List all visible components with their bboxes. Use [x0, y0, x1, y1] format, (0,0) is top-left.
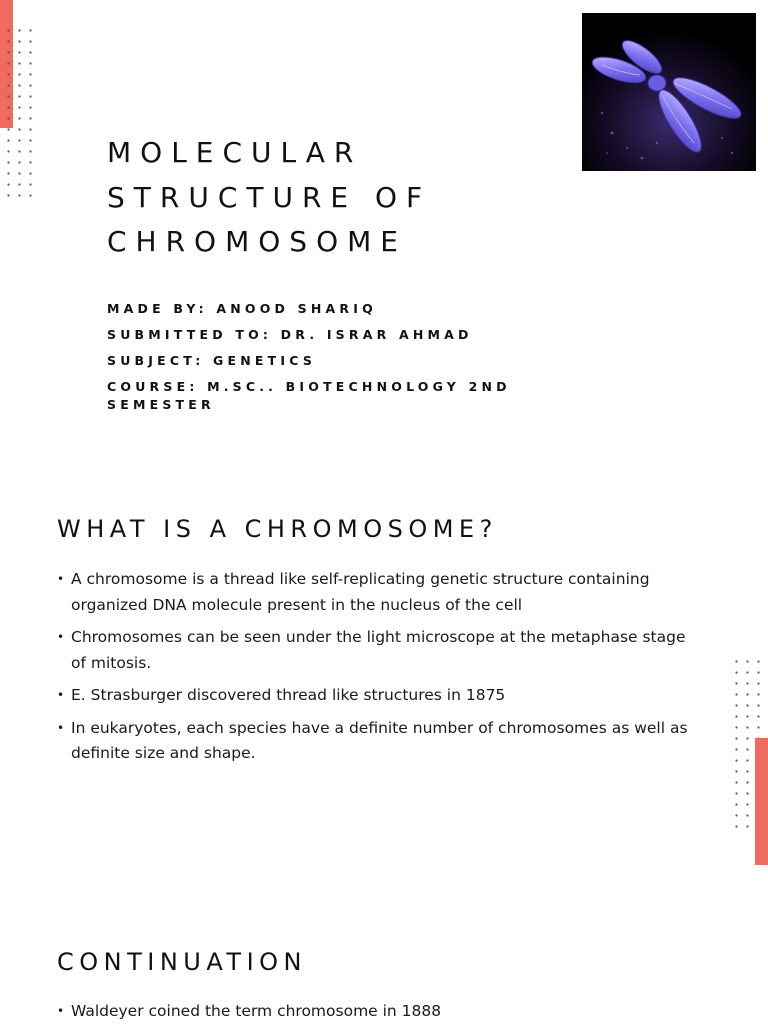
bullet-list-continuation [57, 999, 697, 1032]
list-item-text: Chromosomes can be seen under the light microscope at the metaphase stage of mitosis. [71, 628, 686, 672]
bullet-icon: • [57, 688, 65, 702]
accent-bar-right [755, 738, 768, 865]
title-line: CHROMOSOME [107, 225, 407, 258]
list-item [57, 999, 697, 1025]
list-item-text: Waldeyer coined the term chromosome in 1888 [71, 1002, 442, 1020]
made-by: MADE BY: ANOOD SHARIQ [107, 301, 377, 316]
list-item [57, 716, 697, 767]
submitted-to: SUBMITTED TO: DR. ISRAR AHMAD [107, 327, 473, 342]
course: COURSE: M.SC.. BIOTECHNOLOGY 2ND SEMESTER [107, 379, 511, 412]
dot-pattern-top-left [3, 25, 36, 203]
list-item [57, 625, 697, 676]
bullet-icon: • [57, 572, 65, 586]
author-info [107, 300, 547, 422]
bullet-icon: • [57, 1004, 65, 1018]
chromosome-image [582, 13, 756, 171]
bullet-icon: • [57, 720, 65, 735]
slide-title [107, 131, 547, 265]
bullet-list-what-is-chromosome [57, 567, 697, 774]
list-item-text: In eukaryotes, each species have a definite number of chromosomes as well as definite size and shape. [71, 718, 688, 762]
title-line: MOLECULAR [107, 136, 363, 169]
list-item [57, 567, 697, 618]
section-heading-continuation: CONTINUATION [57, 948, 307, 976]
subject: SUBJECT: GENETICS [107, 353, 317, 368]
list-item-text: A chromosome is a thread like self-replicating genetic structure containing organized DNA molecule present in the nucleus of the cell [71, 570, 650, 614]
list-item [57, 683, 697, 709]
title-line: STRUCTURE OF [107, 180, 432, 214]
list-item-text: E. Strasburger discovered thread like structures in 1875 [71, 686, 506, 704]
bullet-icon: • [57, 630, 65, 644]
section-heading-what-is-chromosome: WHAT IS A CHROMOSOME? [57, 515, 498, 543]
